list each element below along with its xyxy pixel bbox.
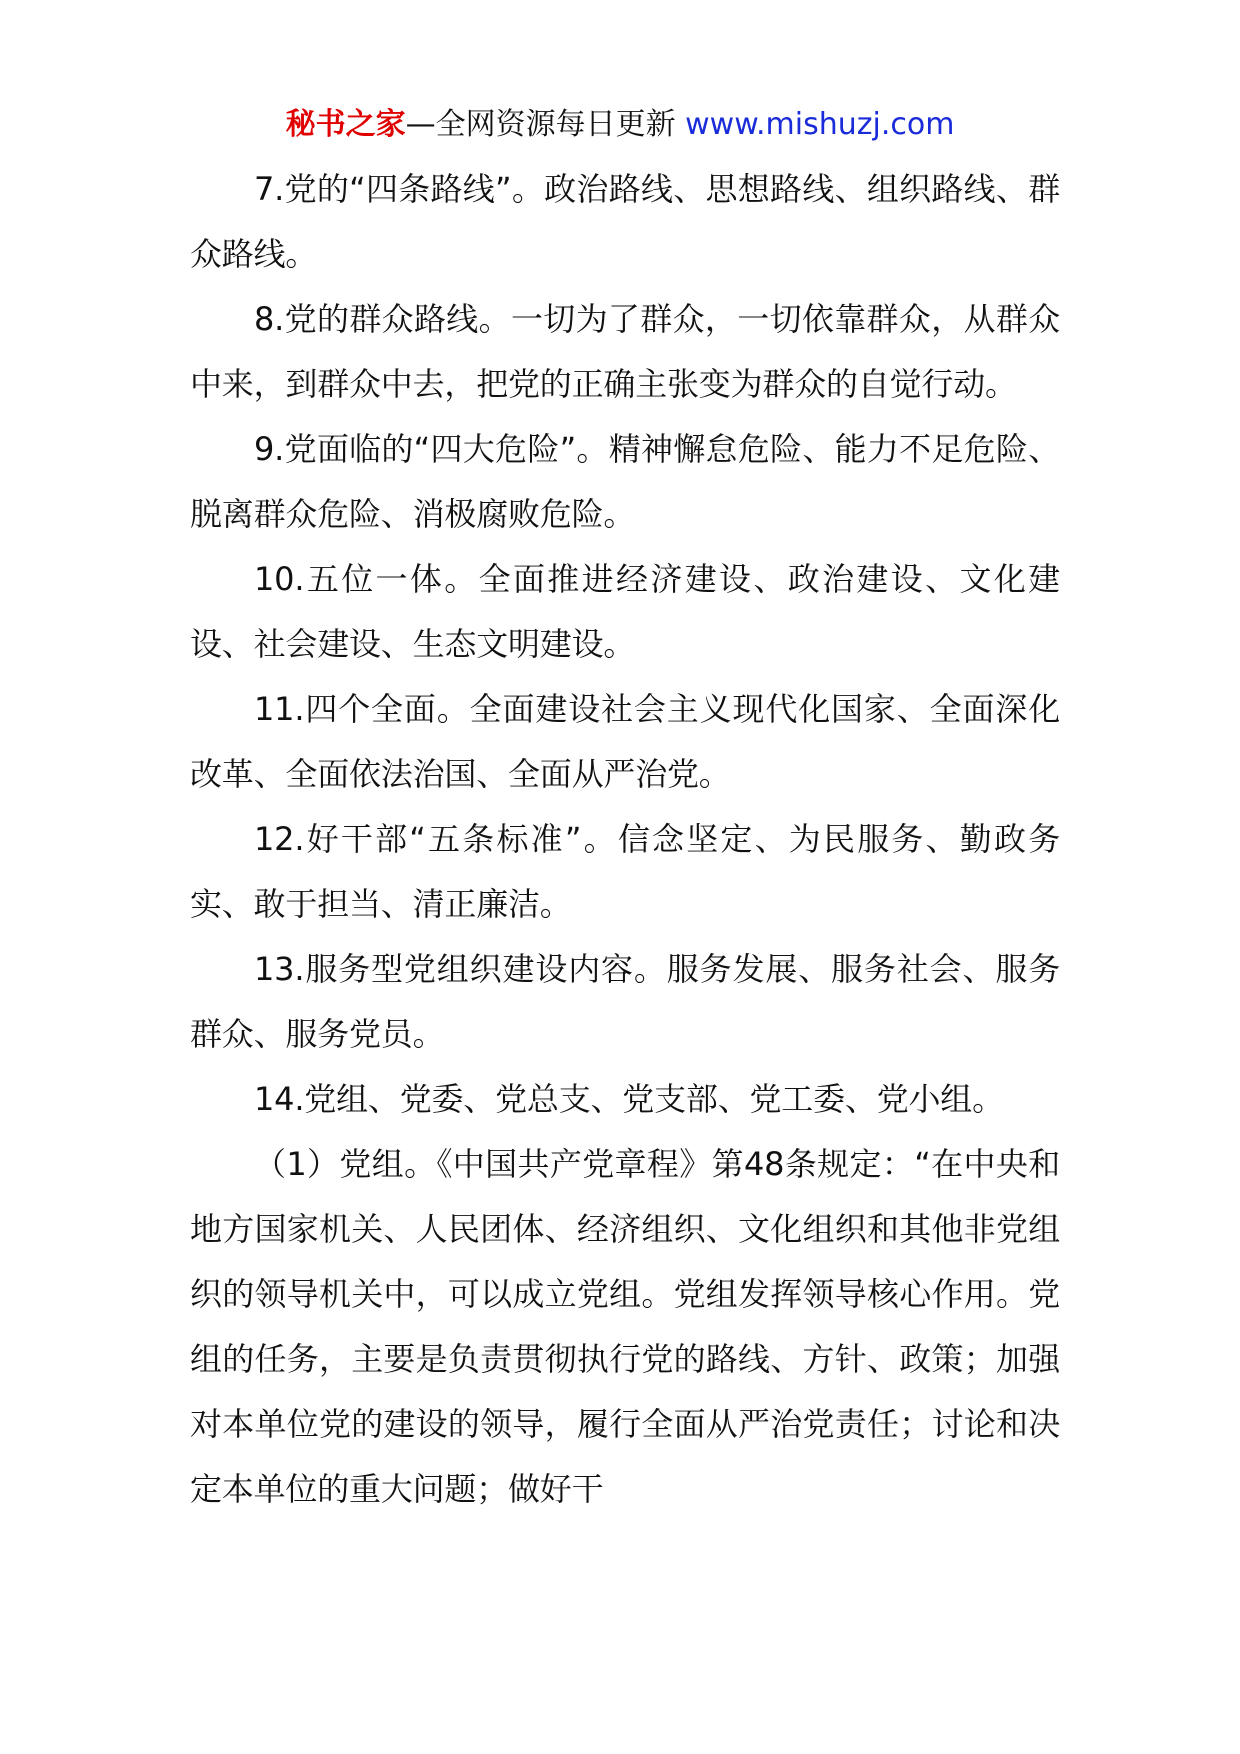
paragraph-9: 9.党面临的“四大危险”。精神懈怠危险、能力不足危险、脱离群众危险、消极腐败危险。 xyxy=(190,430,1060,533)
paragraph-14: 14.党组、党委、党总支、党支部、党工委、党小组。 xyxy=(254,1080,1004,1118)
paragraph-14-1: （1）党组。《中国共产党章程》第48条规定：“在中央和地方国家机关、人民团体、经济组织、文化组织和其他非党组织的领导机关中，可以成立党组。党组发挥领导核心作用。党组的任务，主要是负责贯彻执行党的路线、方针、政策；加强对本单位党的建设的领导，履行全面从严治党责任；讨论和决定本单位的重大问题；做好干 xyxy=(190,1145,1060,1508)
header-slogan: —全网资源每日更新 xyxy=(405,107,676,142)
paragraph-12: 12.好干部“五条标准”。信念坚定、为民服务、勤政务实、敢于担当、清正廉洁。 xyxy=(190,820,1060,923)
paragraph-7: 7.党的“四条路线”。政治路线、思想路线、组织路线、群众路线。 xyxy=(190,170,1060,273)
document-body xyxy=(190,157,1060,1522)
site-url-link[interactable]: www.mishuzj.com xyxy=(685,107,955,142)
paragraph-10: 10.五位一体。全面推进经济建设、政治建设、文化建设、社会建设、生态文明建设。 xyxy=(190,560,1060,663)
paragraph-11: 11.四个全面。全面建设社会主义现代化国家、全面深化改革、全面依法治国、全面从严治党。 xyxy=(190,690,1060,793)
brand-name: 秘书之家 xyxy=(285,107,406,142)
paragraph-13: 13.服务型党组织建设内容。服务发展、服务社会、服务群众、服务党员。 xyxy=(190,950,1060,1053)
page-header xyxy=(0,100,1240,150)
paragraph-8: 8.党的群众路线。一切为了群众，一切依靠群众，从群众中来，到群众中去，把党的正确主张变为群众的自觉行动。 xyxy=(190,300,1060,403)
